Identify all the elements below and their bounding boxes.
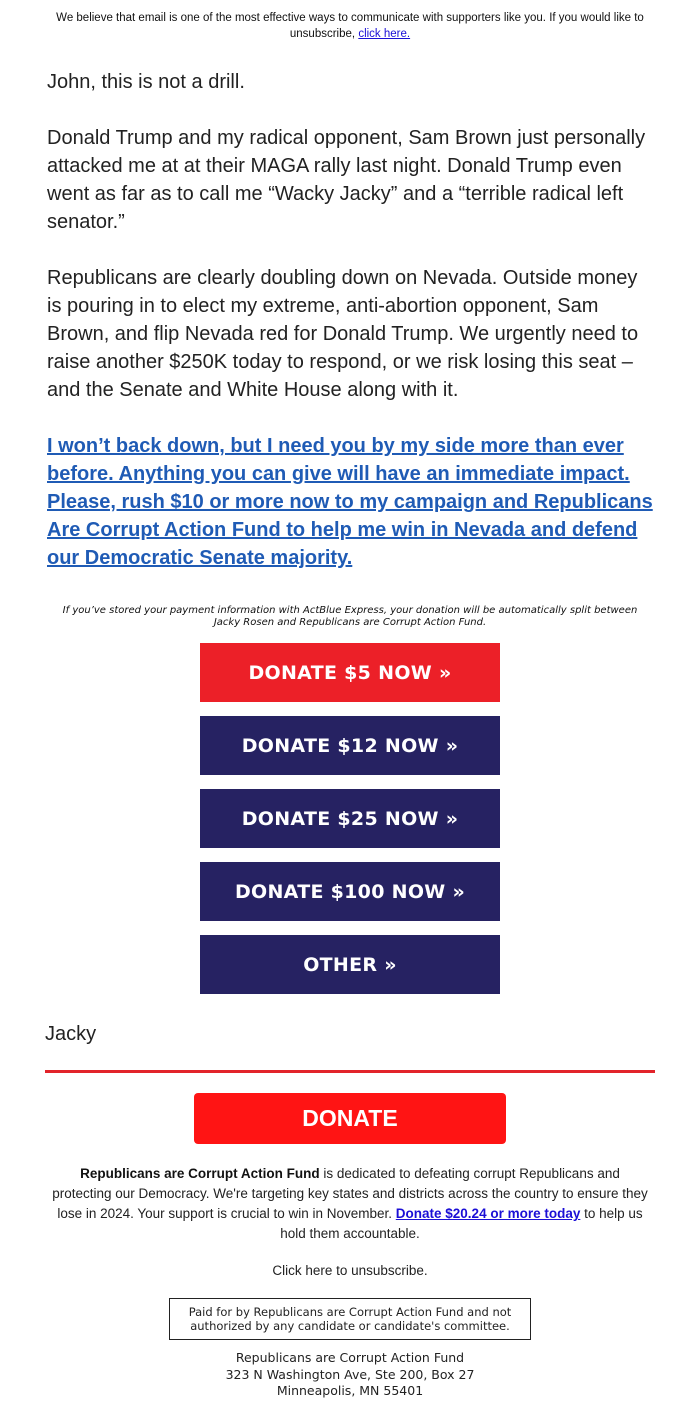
org-name-bold: Republicans are Corrupt Action Fund [80,1166,320,1181]
unsubscribe-notice-text: We believe that email is one of the most effective ways to communicate with supporters like you. If you would like to unsubscribe, [56,12,644,40]
cta-donate-link[interactable]: I won’t back down, but I need you by my side more than ever before. Anything you can give will have an immediate impact. Please, rush $10 or more now to my campaign and Republicans Are Corrupt Action Fund to help me win in Nevada and defend our Democratic Senate majority. [47,435,653,569]
signature: Jacky [45,1023,97,1045]
donate-main-button[interactable]: DONATE [194,1093,506,1144]
donate-12-button[interactable]: DONATE $12 NOW » [200,716,500,775]
greeting: John, this is not a drill. [47,71,245,93]
donate-5-button[interactable]: DONATE $5 NOW » [200,643,500,702]
actblue-fine-print: If you’ve stored your payment information with ActBlue Express, your donation will be automatically split between Jacky Rosen and Republicans are Corrupt Action Fund. [62,605,638,628]
paragraph-2: Republicans are clearly doubling down on Nevada. Outside money is pouring in to elect my extreme, anti-abortion opponent, Sam Brown, and flip Nevada red for Donald Trump. We urgently need to raise another $250K today to respond, or we risk losing this seat – and the Senate and White House along with it. [47,267,639,401]
footer-description [0,1164,700,1244]
unsubscribe-top-link[interactable]: click here. [358,28,411,40]
mailing-address [0,1350,700,1400]
donate-other-button[interactable]: OTHER » [200,935,500,994]
address-line-2: 323 N Washington Ave, Ste 200, Box 27 [225,1366,475,1382]
address-line-1: Republicans are Corrupt Action Fund [235,1350,465,1365]
donate-25-button[interactable]: DONATE $25 NOW » [200,789,500,848]
unsubscribe-link[interactable]: Click here to unsubscribe. [272,1263,428,1278]
footer-divider [45,1070,655,1073]
footer-donate-link[interactable]: Donate $20.24 or more today [395,1206,581,1221]
paid-for-disclaimer: Paid for by Republicans are Corrupt Action Fund and not authorized by any candidate or candidate's committee. [169,1298,531,1340]
message-body [0,68,700,572]
paragraph-1: Donald Trump and my radical opponent, Sam Brown just personally attacked me at at their MAGA rally last night. Donald Trump even went as far as to call me “Wacky Jacky” and a “terrible radical left senator.” [47,127,646,233]
address-line-3: Minneapolis, MN 55401 [276,1383,424,1398]
footer-desc-text: is dedicated to defeating corrupt Republicans and protecting our Democracy. We're targeting key states and districts across the country to ensure they lose in 2024. Your support is crucial to win in November. [52,1166,648,1221]
donate-100-button[interactable]: DONATE $100 NOW » [200,862,500,921]
unsubscribe-notice [0,0,700,42]
footer-desc-end: to help us hold them accountable. [280,1206,643,1241]
donate-button-group [0,643,700,1008]
